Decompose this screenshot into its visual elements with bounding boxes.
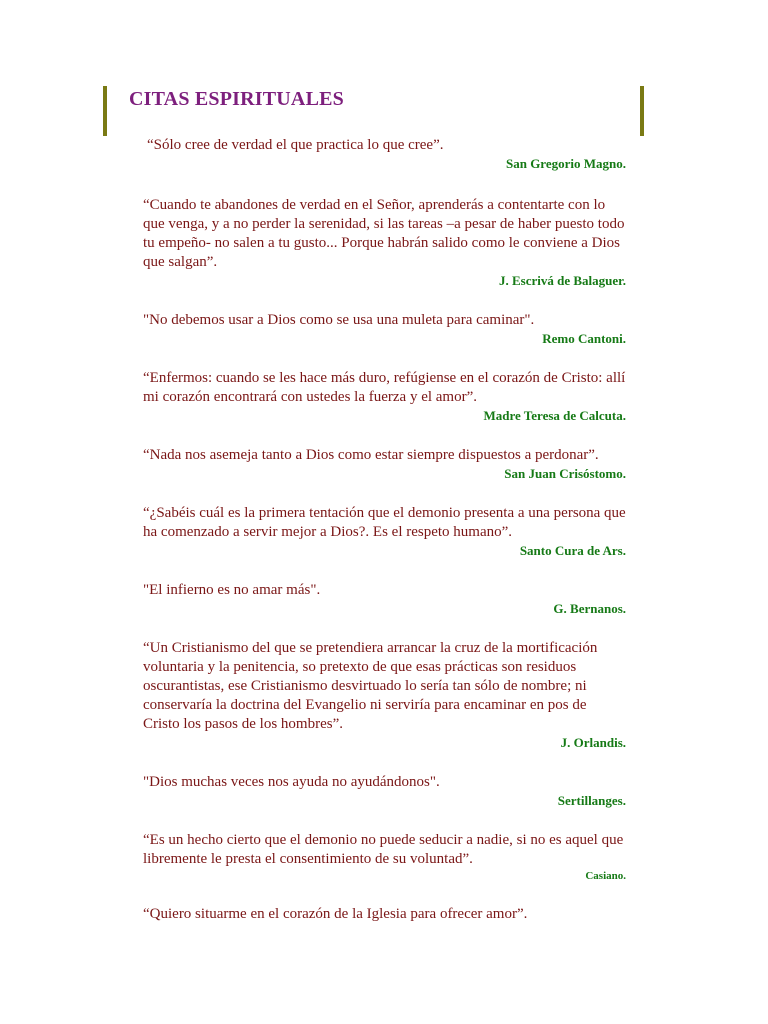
quote-author: San Gregorio Magno.: [505, 156, 626, 171]
page-title: CITAS ESPIRITUALES: [129, 88, 344, 110]
quote-text: “Un Cristianismo del que se pretendiera arrancar la cruz de la mortificación voluntaria y la penitencia, so pretexto de que esas prácticas son residuos oscurantistas, ese Cristianismo desvirtuado lo sería tan sólo de nombre; ni conservaría la doctrina del Evangelio ni serviría para encaminar en pos de Cristo los pasos de los hombres”.: [143, 640, 598, 732]
quote-item: [143, 773, 626, 809]
quote-text: “Enfermos: cuando se les hace más duro, refúgiense en el corazón de Cristo: allí mi corazón encontrará con ustedes la fuerza y el amor”.: [143, 370, 626, 405]
quote-item: [143, 369, 626, 424]
quote-author: San Juan Crisóstomo.: [504, 466, 626, 481]
quotes-list: [143, 136, 626, 946]
quote-item: [143, 196, 626, 289]
quote-text: "Dios muchas veces nos ayuda no ayudándonos".: [143, 774, 440, 790]
quote-item: [143, 905, 626, 924]
quote-author: Santo Cura de Ars.: [519, 543, 626, 558]
quote-text: “Nada nos asemeja tanto a Dios como estar siempre dispuestos a perdonar”.: [143, 447, 599, 463]
quote-item: [143, 504, 626, 559]
quote-item: [143, 581, 626, 617]
quote-item: [143, 136, 626, 172]
quote-text: "El infierno es no amar más".: [143, 582, 321, 598]
quote-author: Madre Teresa de Calcuta.: [483, 408, 626, 423]
quote-item: [143, 639, 626, 751]
quote-text: "No debemos usar a Dios como se usa una muleta para caminar".: [143, 312, 535, 328]
quote-author: Remo Cantoni.: [542, 331, 626, 346]
quote-author: Sertillanges.: [557, 793, 626, 808]
quote-text: “Es un hecho cierto que el demonio no puede seducir a nadie, si no es aquel que libremente le presta el consentimiento de su voluntad”.: [143, 832, 624, 867]
quote-author: J. Orlandis.: [560, 735, 626, 750]
quote-text: “Quiero situarme en el corazón de la Iglesia para ofrecer amor”.: [143, 906, 528, 922]
quote-item: [143, 831, 626, 883]
quote-text: “¿Sabéis cuál es la primera tentación que el demonio presenta a una persona que ha comenzado a servir mejor a Dios?. Es el respeto humano”.: [143, 505, 626, 540]
quote-author: J. Escrivá de Balaguer.: [499, 273, 626, 288]
right-accent-bar: [640, 86, 644, 136]
quote-text: “Sólo cree de verdad el que practica lo que cree”.: [147, 137, 444, 153]
quote-text: “Cuando te abandones de verdad en el Señor, aprenderás a contentarte con lo que venga, y a no perder la serenidad, si las tareas –a pesar de haber puesto todo tu empeño- no salen a tu gusto... Porque habrán salido como le conviene a Dios que salgan”.: [143, 197, 625, 270]
quote-author: G. Bernanos.: [553, 601, 626, 616]
quote-item: [143, 446, 626, 482]
quote-author: Casiano.: [585, 870, 626, 882]
left-accent-bar: [103, 86, 107, 136]
quote-item: [143, 311, 626, 347]
